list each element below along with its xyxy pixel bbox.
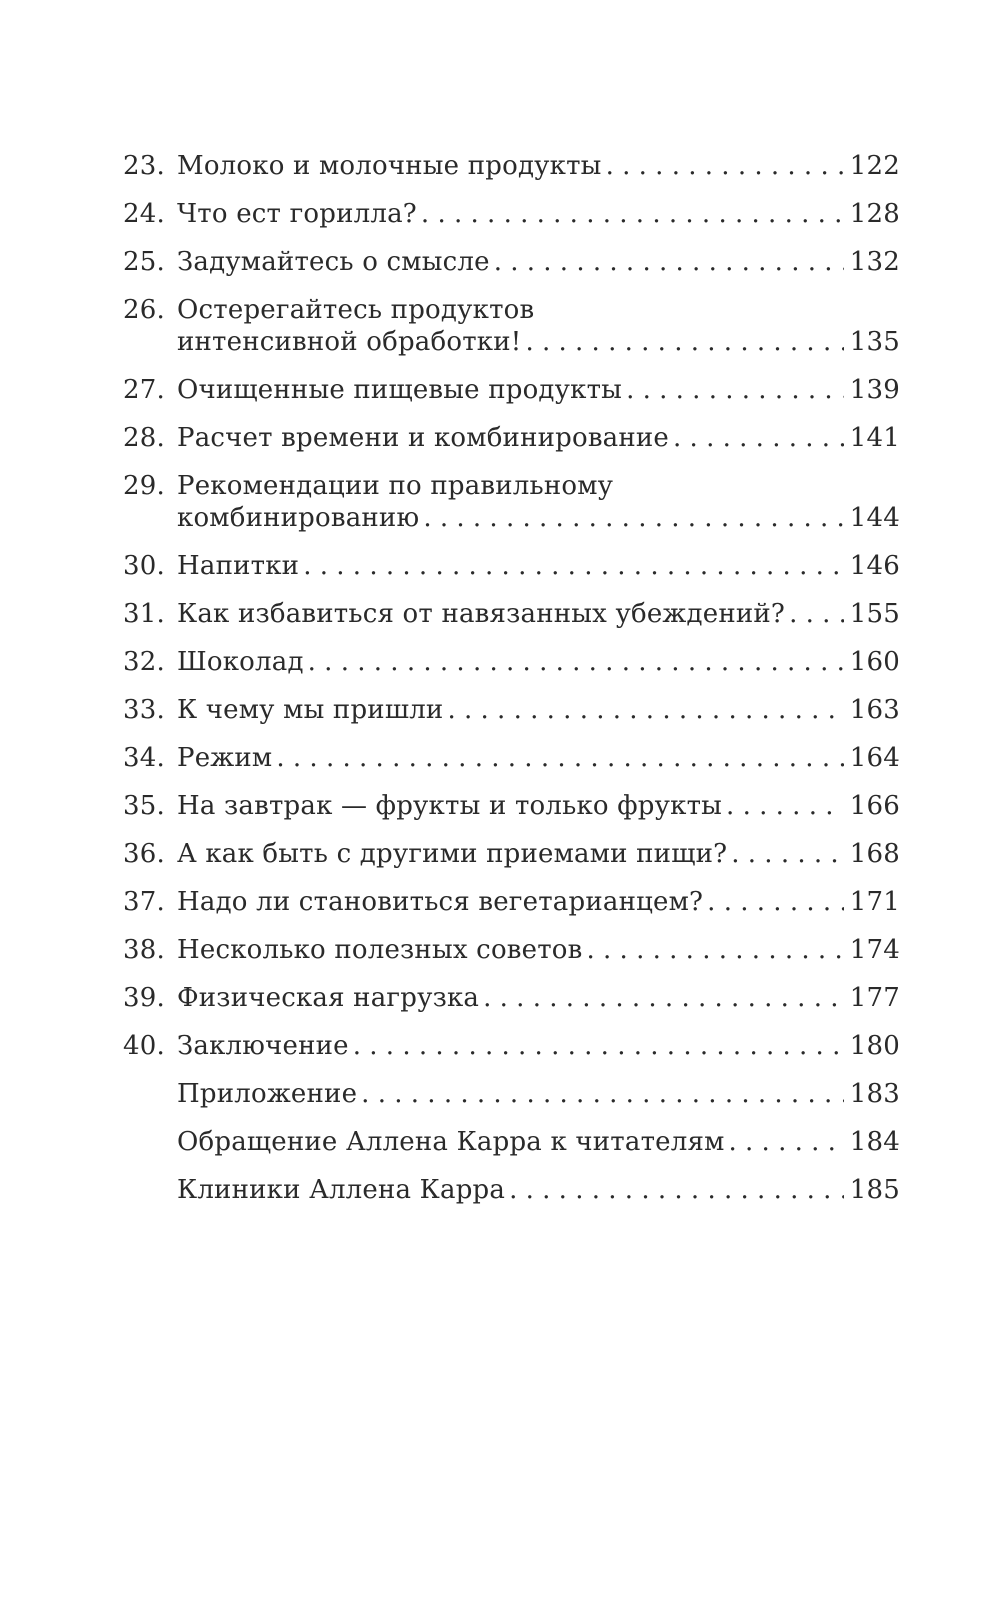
toc-entry-number: 37. bbox=[123, 887, 165, 917]
toc-entry-number: 40. bbox=[123, 1031, 165, 1061]
toc-entry-title: Как избавиться от навязанных убеждений? bbox=[177, 599, 786, 629]
toc-entry-23 bbox=[123, 150, 900, 182]
toc-entry-page: 174 bbox=[849, 935, 900, 965]
toc-entry-page: 180 bbox=[849, 1031, 900, 1061]
toc-entry-title: Заключение bbox=[177, 1031, 349, 1061]
toc-entry-title: Физическая нагрузка bbox=[177, 983, 480, 1013]
toc-entry-number: 29. bbox=[123, 471, 165, 501]
dot-leader bbox=[353, 1030, 844, 1062]
table-of-contents bbox=[123, 150, 900, 1222]
dot-leader bbox=[726, 790, 844, 822]
dot-leader bbox=[509, 1174, 844, 1206]
toc-entry-title: Приложение bbox=[177, 1079, 358, 1109]
toc-entry-title: Обращение Аллена Карра к читателям bbox=[177, 1127, 725, 1157]
toc-entry-appendix bbox=[123, 1078, 900, 1110]
toc-entry-title: Шоколад bbox=[177, 647, 304, 677]
toc-entry-number: 39. bbox=[123, 983, 165, 1013]
dot-leader bbox=[303, 550, 844, 582]
dot-leader bbox=[494, 246, 844, 278]
toc-entry-number: 32. bbox=[123, 647, 165, 677]
toc-entry-title: Очищенные пищевые продукты bbox=[177, 375, 623, 405]
toc-entry-title-line1: Остерегайтесь продуктов bbox=[177, 295, 535, 325]
toc-entry-34 bbox=[123, 742, 900, 774]
toc-entry-36 bbox=[123, 838, 900, 870]
dot-leader bbox=[729, 1126, 844, 1158]
toc-entry-number: 38. bbox=[123, 935, 165, 965]
toc-entry-page: 155 bbox=[849, 599, 900, 629]
toc-entry-title: Что ест горилла? bbox=[177, 199, 417, 229]
toc-entry-page: 168 bbox=[849, 839, 900, 869]
toc-entry-32 bbox=[123, 646, 900, 678]
toc-entry-page: 122 bbox=[849, 151, 900, 181]
toc-entry-33 bbox=[123, 694, 900, 726]
toc-entry-title: Клиники Аллена Карра bbox=[177, 1175, 506, 1205]
toc-entry-title: Режим bbox=[177, 743, 273, 773]
dot-leader bbox=[731, 838, 844, 870]
dot-leader bbox=[447, 694, 843, 726]
dot-leader bbox=[361, 1078, 844, 1110]
toc-entry-page: 164 bbox=[849, 743, 900, 773]
toc-entry-37 bbox=[123, 886, 900, 918]
toc-entry-number: 33. bbox=[123, 695, 165, 725]
toc-entry-title: комбинированию bbox=[177, 503, 420, 533]
toc-entry-number: 26. bbox=[123, 295, 165, 325]
toc-entry-29 bbox=[123, 470, 900, 534]
dot-leader bbox=[423, 502, 843, 534]
toc-entry-title: Несколько полезных советов bbox=[177, 935, 583, 965]
dot-leader bbox=[673, 422, 844, 454]
toc-entry-title: Молоко и молочные продукты bbox=[177, 151, 602, 181]
toc-entry-35 bbox=[123, 790, 900, 822]
toc-entry-page: 141 bbox=[849, 423, 900, 453]
toc-entry-number: 34. bbox=[123, 743, 165, 773]
dot-leader bbox=[421, 198, 844, 230]
dot-leader bbox=[789, 598, 844, 630]
toc-entry-39 bbox=[123, 982, 900, 1014]
dot-leader bbox=[626, 374, 844, 406]
toc-entry-page: 139 bbox=[849, 375, 900, 405]
dot-leader bbox=[525, 326, 843, 358]
toc-entry-page: 160 bbox=[849, 647, 900, 677]
dot-leader bbox=[308, 646, 844, 678]
dot-leader bbox=[276, 742, 843, 774]
toc-entry-24 bbox=[123, 198, 900, 230]
toc-entry-number: 35. bbox=[123, 791, 165, 821]
toc-entry-number: 28. bbox=[123, 423, 165, 453]
toc-entry-address-to-readers bbox=[123, 1126, 900, 1158]
dot-leader bbox=[483, 982, 844, 1014]
toc-entry-40 bbox=[123, 1030, 900, 1062]
toc-entry-page: 185 bbox=[849, 1175, 900, 1205]
toc-entry-title-line1: Рекомендации по правильному bbox=[177, 471, 614, 501]
toc-entry-38 bbox=[123, 934, 900, 966]
toc-entry-page: 184 bbox=[849, 1127, 900, 1157]
toc-entry-page: 144 bbox=[849, 503, 900, 533]
toc-entry-27 bbox=[123, 374, 900, 406]
toc-entry-title: А как быть с другими приемами пищи? bbox=[177, 839, 728, 869]
toc-entry-title: К чему мы пришли bbox=[177, 695, 444, 725]
toc-entry-page: 177 bbox=[849, 983, 900, 1013]
toc-entry-page: 171 bbox=[849, 887, 900, 917]
toc-entry-page: 135 bbox=[849, 327, 900, 357]
toc-entry-title: На завтрак — фрукты и только фрукты bbox=[177, 791, 723, 821]
toc-entry-26 bbox=[123, 294, 900, 358]
dot-leader bbox=[606, 150, 844, 182]
toc-entry-number: 31. bbox=[123, 599, 165, 629]
toc-entry-30 bbox=[123, 550, 900, 582]
dot-leader bbox=[707, 886, 844, 918]
toc-entry-number: 25. bbox=[123, 247, 165, 277]
toc-entry-page: 128 bbox=[849, 199, 900, 229]
toc-entry-clinics bbox=[123, 1174, 900, 1206]
toc-entry-page: 166 bbox=[849, 791, 900, 821]
toc-entry-title: интенсивной обработки! bbox=[177, 327, 522, 357]
dot-leader bbox=[587, 934, 844, 966]
toc-entry-number: 23. bbox=[123, 151, 165, 181]
toc-entry-page: 183 bbox=[849, 1079, 900, 1109]
toc-entry-number: 36. bbox=[123, 839, 165, 869]
toc-entry-31 bbox=[123, 598, 900, 630]
toc-entry-page: 146 bbox=[849, 551, 900, 581]
toc-entry-number: 27. bbox=[123, 375, 165, 405]
toc-entry-number: 24. bbox=[123, 199, 165, 229]
toc-entry-title: Задумайтесь о смысле bbox=[177, 247, 490, 277]
toc-entry-title: Напитки bbox=[177, 551, 300, 581]
toc-entry-title: Надо ли становиться вегетарианцем? bbox=[177, 887, 704, 917]
toc-entry-number: 30. bbox=[123, 551, 165, 581]
toc-entry-page: 163 bbox=[849, 695, 900, 725]
toc-entry-25 bbox=[123, 246, 900, 278]
toc-entry-28 bbox=[123, 422, 900, 454]
toc-entry-page: 132 bbox=[849, 247, 900, 277]
toc-entry-title: Расчет времени и комбинирование bbox=[177, 423, 670, 453]
